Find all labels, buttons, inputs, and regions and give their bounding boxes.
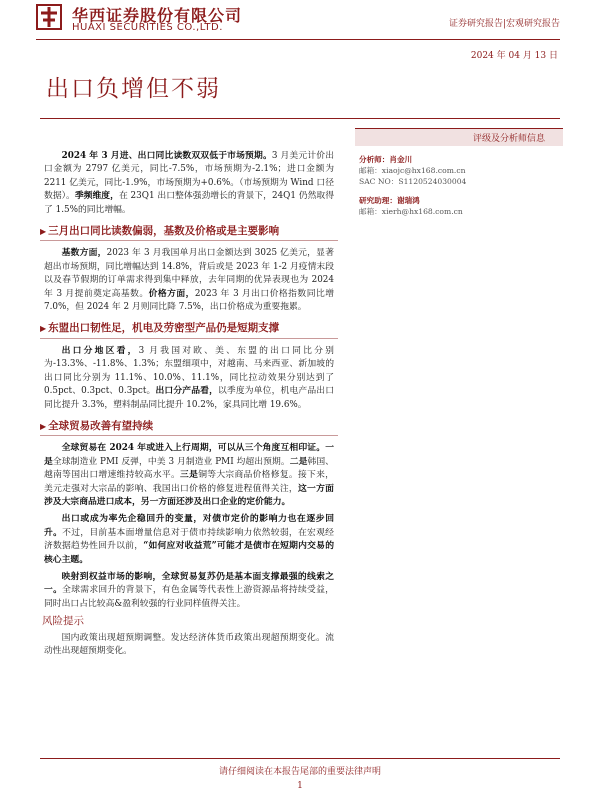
report-title: 出口负增但不弱: [46, 76, 221, 102]
section1-lead: 基数方面，: [61, 248, 107, 259]
header-divider: [36, 39, 560, 40]
assistant-email[interactable]: 邮箱：xierh@hx168.com.cn: [359, 207, 463, 216]
section2-paragraph: [44, 345, 334, 412]
intro-bold: 季频维度，: [74, 191, 119, 202]
section2-lead: 出口分地区看，: [61, 345, 139, 356]
analyst-sidebar: [355, 128, 563, 217]
s3p1-text-2: 全球制造业 PMI 反弹，中美 3 月制造业 PMI 均超出预期。: [52, 456, 290, 467]
s3p2-lead: 出口或成为率先企稳回升的变量，对债市定价的影响力也在逐步回升。: [44, 514, 334, 538]
risk-paragraph: 国内政策出现超预期调整。发达经济体货币政策出现超预期变化。流动性出现超预期变化。: [44, 632, 334, 656]
s3p1-text-3: 韩国、越南等国出口增速维持较高水平。: [44, 456, 334, 481]
analyst-sac-number: SAC NO：S1120524030004: [359, 177, 467, 186]
s3p1-bold-2: 一是: [44, 443, 334, 467]
section-heading-3: [40, 420, 338, 436]
section3-paragraph-1: [44, 442, 334, 509]
s3p3-lead: 映射到权益市场的影响，全球贸易复苏仍是基本面支撑最强的线索之一。: [44, 571, 334, 596]
risk-heading: 风险提示: [42, 615, 84, 628]
s3p2-text: 不过，目前基本面增量信息对于债市持续影响力依然较弱，在宏观经济数据趋势性回升以前，: [44, 527, 334, 552]
section1-paragraph: [44, 247, 334, 314]
section2-bold: 出口分产品看，: [155, 386, 218, 397]
section1-text-2: 2023 年 3 月出口价格指数同比增 7.0%，但 2024 年 2 月则同比降 7.5%，出口价格成为重要拖累。: [44, 288, 334, 313]
analyst-name: 分析师：肖金川: [359, 155, 413, 164]
section-heading-text: 东盟出口韧性足，机电及劳密型产品仍是短期支撑: [48, 322, 280, 335]
s3p1-text-4: 铜等大宗商品价格修复。接下来，美元走强对大宗品的影响、我国出口价格的修复进程值得关注，: [44, 470, 334, 494]
intro-paragraph: [44, 150, 334, 217]
page-number: 1: [297, 781, 303, 791]
section3-paragraph-2: [44, 513, 334, 567]
triangle-bullet-icon: ▶: [40, 227, 47, 237]
report-date: 2024 年 04 月 13 日: [470, 51, 558, 61]
section-heading-1: [40, 225, 338, 241]
report-body: [40, 150, 334, 662]
analyst-email[interactable]: 邮箱：xiaojc@hx168.com.cn: [359, 166, 466, 175]
report-type: 证券研究报告|宏观研究报告: [448, 19, 560, 29]
report-header: [0, 0, 600, 70]
s3p1-lead: 全球贸易在 2024 年或进入上行周期，可以从三个角度互相印证。: [61, 443, 326, 454]
huaxi-logo-icon: [36, 4, 62, 30]
section2-text: 3 月我国对欧、美、东盟的出口同比分别为-13.3%、-11.8%、1.3%；东盟细项中，对越南、马来西亚、新加坡的出口同比分别为 11.1%、10.0%、11.1%，同比拉动效果分别达到了 0.5pct、0.3pct、0.3pct。: [44, 345, 334, 397]
section3-paragraph-3: [44, 571, 334, 611]
company-name-en: HUAXI SECURITIES CO.,LTD.: [72, 22, 223, 33]
sidebar-heading: 评级及分析师信息: [355, 128, 563, 146]
intro-text: 3 月美元计价出口金额为 2797 亿美元，同比-7.5%，市场预期为-2.1%；进口金额为 2211 亿美元，同比-1.9%，市场预期为+0.6%。（市场预期为 Wind 口径数据）。: [44, 151, 334, 202]
section2-text-2: 以季度为单位，机电产品出口同比提升 3.3%，塑料制品同比提升 10.2%，家具同比增 19.6%。: [44, 386, 334, 410]
section-heading-text: 三月出口同比读数偏弱，基数及价格或是主要影响: [48, 225, 280, 238]
s3p3-text: 全球需求回升的背景下，有色金属等代表性上游资源品将持续受益，同时出口占比较高&盈利较强的行业同样值得关注。: [44, 585, 334, 609]
s3p2-bold-2: “如何应对收益荒”可能才是债市在短期内交易的核心主题。: [44, 541, 334, 565]
triangle-bullet-icon: ▶: [40, 324, 47, 334]
assistant-name: 研究助理：谢瑞鸿: [359, 196, 420, 205]
section1-bold: 价格方面，: [148, 288, 195, 299]
s3p1-bold-4: 三是: [180, 470, 199, 481]
footer-divider: [40, 758, 560, 759]
triangle-bullet-icon: ▶: [40, 421, 47, 431]
section-heading-2: [40, 322, 338, 338]
title-divider: [40, 118, 560, 119]
intro-text-2: 在 23Q1 出口整体强劲增长的背景下，24Q1 仍然取得了 1.5%的同比增幅。: [44, 191, 334, 215]
section1-text: 2023 年 3 月我国单月出口金额达到 3025 亿美元，显著超出市场预期，同比增幅达到 14.8%，背后或是 2023 年 1-2 月疫情末段以及春节假期的订单需求得到集中释放，去年同期的优异表现也为 2024 年 3 月提前奠定高基数。: [44, 248, 334, 299]
analyst-info-2: [359, 195, 563, 217]
company-name-cn: 华西证券股份有限公司: [72, 6, 243, 25]
intro-lead: 2024 年 3 月进、出口同比读数双双低于市场预期。: [61, 151, 272, 161]
s3p1-bold-3: 二是: [289, 456, 308, 467]
legal-disclaimer-notice: 请仔细阅读在本报告尾部的重要法律声明: [218, 767, 381, 777]
analyst-info-1: [359, 154, 563, 187]
s3p1-bold-5: 这一方面涉及大宗商品进口成本，另一方面还涉及出口企业的定价能力。: [44, 483, 334, 507]
section-heading-text: 全球贸易改善有望持续: [48, 419, 154, 432]
